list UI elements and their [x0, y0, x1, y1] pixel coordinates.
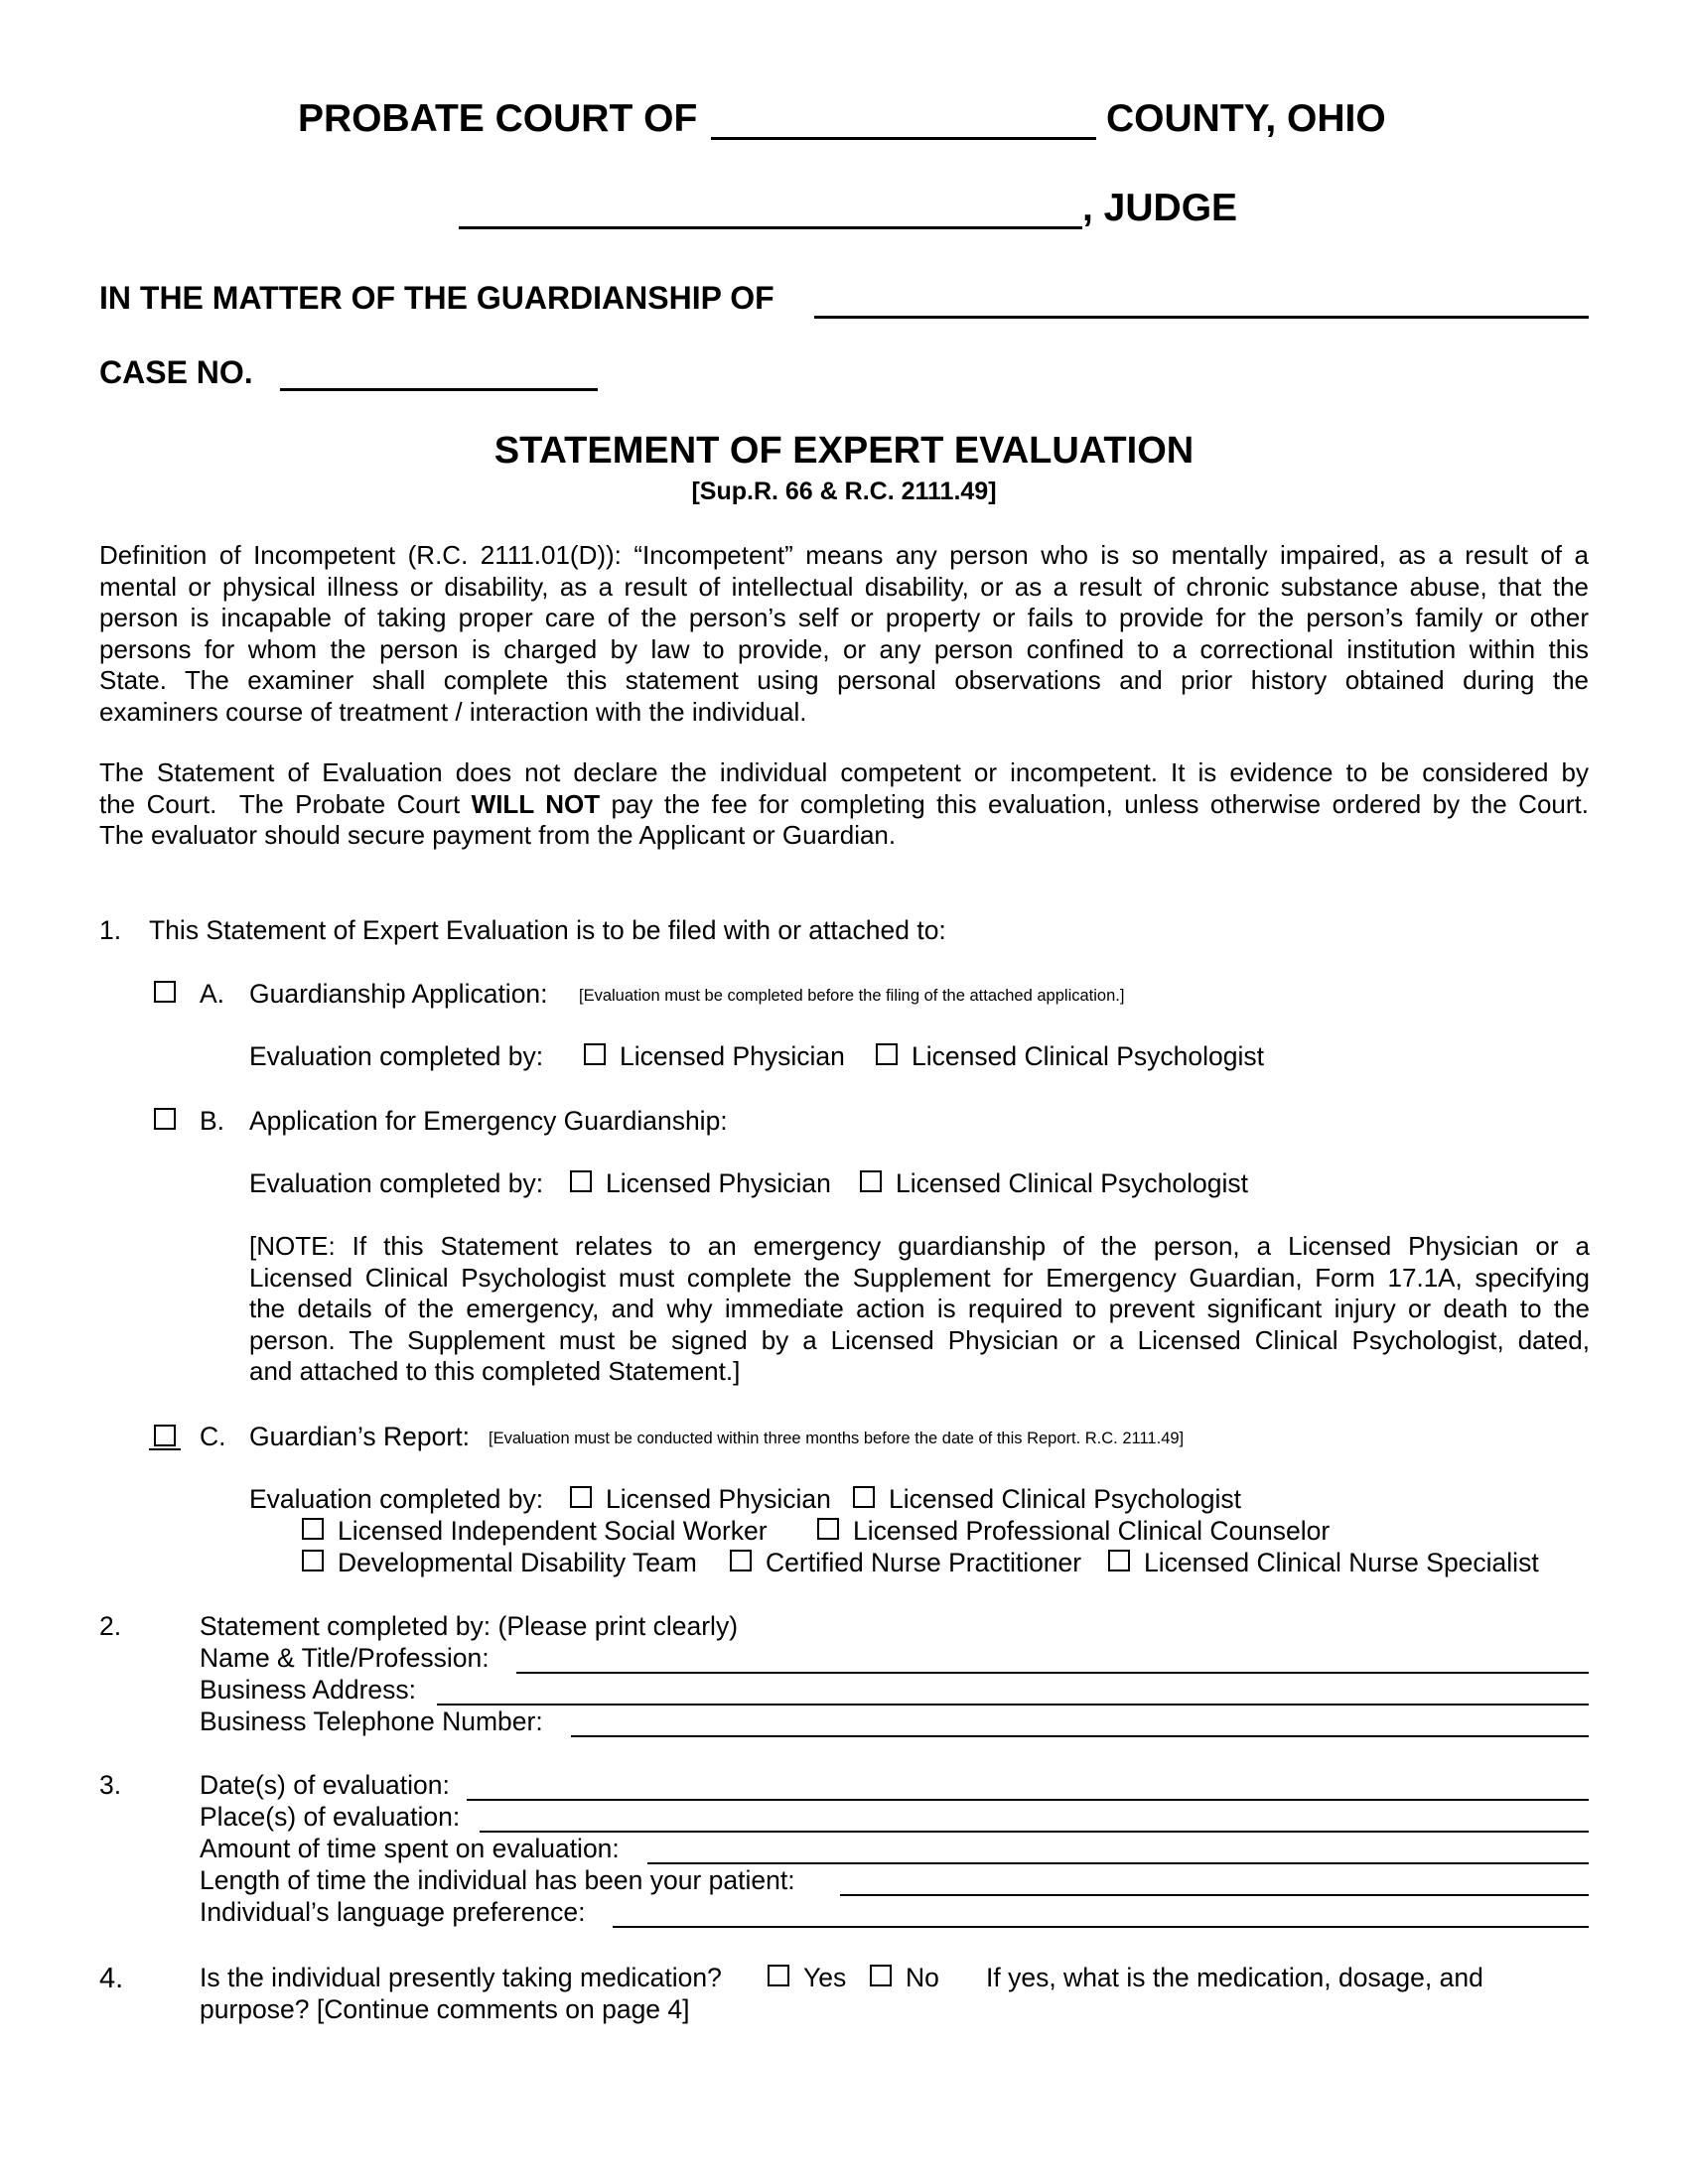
social-worker-checkbox[interactable]	[302, 1518, 324, 1540]
judge-label: , JUDGE	[1082, 187, 1238, 229]
language-preference-field[interactable]	[613, 1926, 1589, 1928]
medication-no-checkbox[interactable]	[870, 1965, 892, 1986]
section-3-number: 3.	[99, 1770, 122, 1800]
emergency-note	[249, 1231, 1590, 1388]
medication-question: Is the individual presently taking medication?	[200, 1963, 722, 1992]
notice-line: The Statement of Evaluation does not declare the individual competent or incompetent. It is evidence to be considered by	[99, 757, 1589, 787]
a-physician-checkbox[interactable]	[584, 1043, 606, 1065]
evaluation-dates-label: Date(s) of evaluation:	[200, 1770, 450, 1800]
social-worker-label: Licensed Independent Social Worker	[338, 1516, 768, 1546]
b-psychologist-label: Licensed Clinical Psychologist	[896, 1168, 1248, 1198]
c-physician-checkbox[interactable]	[570, 1486, 592, 1508]
name-title-field[interactable]	[516, 1672, 1589, 1674]
notice-line: The evaluator should secure payment from the Applicant or Guardian.	[99, 820, 897, 850]
section-2-number: 2.	[99, 1611, 122, 1641]
option-a-letter: A.	[200, 979, 225, 1009]
guardianship-name-field[interactable]	[814, 316, 1589, 319]
c-psychologist-label: Licensed Clinical Psychologist	[889, 1484, 1241, 1514]
evaluation-places-label: Place(s) of evaluation:	[200, 1802, 461, 1832]
nurse-specialist-checkbox[interactable]	[1108, 1550, 1130, 1571]
nurse-practitioner-label: Certified Nurse Practitioner	[766, 1548, 1082, 1577]
note-line: [NOTE: If this Statement relates to an emergency guardianship of the person, a Licensed Physician or a	[249, 1231, 1590, 1261]
evaluation-notice	[99, 757, 1589, 852]
judge-name-field[interactable]	[459, 226, 1082, 229]
note-line: the details of the emergency, and why immediate action is required to prevent significant injury or death to the	[249, 1294, 1590, 1323]
case-no-label: CASE NO.	[99, 354, 253, 390]
section-1-number: 1.	[99, 915, 122, 945]
court-label: PROBATE COURT OF	[298, 97, 698, 140]
medication-followup: If yes, what is the medication, dosage, and	[986, 1963, 1483, 1992]
definition-line: person is incapable of taking proper care of the person’s self or property or fails to provide for the person’s family or other	[99, 603, 1589, 632]
c-completed-by-label: Evaluation completed by:	[249, 1484, 544, 1514]
option-b-checkbox[interactable]	[154, 1108, 176, 1130]
dd-team-label: Developmental Disability Team	[338, 1548, 697, 1577]
evaluation-dates-field[interactable]	[467, 1799, 1589, 1801]
option-c-letter: C.	[200, 1422, 226, 1451]
option-c-checkbox[interactable]	[154, 1425, 176, 1446]
language-preference-label: Individual’s language preference:	[200, 1897, 586, 1927]
option-c-label: Guardian’s Report:	[249, 1422, 470, 1451]
definition-line: Definition of Incompetent (R.C. 2111.01(D)): “Incompetent” means any person who is so mentally impaired, as a result of a	[99, 540, 1589, 570]
evaluation-places-field[interactable]	[480, 1831, 1589, 1833]
definition-line: persons for whom the person is charged by law to provide, or any person confined to a correctional institution within this	[99, 633, 1589, 664]
section-4-number: 4.	[99, 1963, 124, 1994]
option-a-label: Guardianship Application:	[249, 979, 548, 1009]
patient-length-field[interactable]	[840, 1894, 1589, 1896]
medication-no-label: No	[906, 1963, 939, 1992]
a-psychologist-label: Licensed Clinical Psychologist	[912, 1041, 1264, 1071]
a-physician-label: Licensed Physician	[620, 1041, 845, 1071]
nurse-practitioner-checkbox[interactable]	[730, 1550, 752, 1571]
medication-yes-checkbox[interactable]	[768, 1965, 789, 1986]
patient-length-label: Length of time the individual has been your patient:	[200, 1865, 795, 1895]
definition-paragraph	[99, 540, 1589, 728]
b-physician-checkbox[interactable]	[570, 1170, 592, 1192]
medication-followup-line2: purpose? [Continue comments on page 4]	[200, 1994, 690, 2024]
evaluation-time-label: Amount of time spent on evaluation:	[200, 1834, 620, 1863]
a-psychologist-checkbox[interactable]	[876, 1043, 898, 1065]
definition-line: mental or physical illness or disability, as a result of intellectual disability, or as a result of chronic substance abuse, that the	[99, 571, 1589, 602]
name-title-label: Name & Title/Profession:	[200, 1643, 490, 1673]
evaluation-time-field[interactable]	[647, 1862, 1589, 1864]
note-line: Licensed Clinical Psychologist must complete the Supplement for Emergency Guardian, Form 17.1A, specifying	[249, 1262, 1590, 1293]
county-field[interactable]	[711, 137, 1096, 140]
page-subtitle: [Sup.R. 66 & R.C. 2111.49]	[691, 478, 997, 505]
section-1-text: This Statement of Expert Evaluation is to be filed with or attached to:	[149, 915, 946, 945]
will-not-emphasis: WILL NOT	[471, 788, 601, 819]
section-2-heading: Statement completed by: (Please print clearly)	[200, 1611, 739, 1641]
counselor-checkbox[interactable]	[817, 1518, 839, 1540]
b-completed-by-label: Evaluation completed by:	[249, 1168, 544, 1198]
medication-yes-label: Yes	[803, 1963, 847, 1992]
guardianship-of-label: IN THE MATTER OF THE GUARDIANSHIP OF	[99, 280, 774, 316]
county-ohio-label: COUNTY, OHIO	[1106, 97, 1386, 140]
note-line: and attached to this completed Statement.]	[249, 1356, 741, 1386]
b-physician-label: Licensed Physician	[606, 1168, 831, 1198]
notice-line: the Court. The Probate Court WILL NOT pay the fee for completing this evaluation, unless otherwise ordered by the Court.	[99, 788, 1589, 819]
option-b-label: Application for Emergency Guardianship:	[249, 1106, 728, 1136]
c-physician-label: Licensed Physician	[606, 1484, 831, 1514]
business-address-field[interactable]	[437, 1704, 1589, 1706]
a-completed-by-label: Evaluation completed by:	[249, 1041, 544, 1071]
option-a-checkbox[interactable]	[154, 981, 176, 1003]
nurse-specialist-label: Licensed Clinical Nurse Specialist	[1144, 1548, 1539, 1577]
c-psychologist-checkbox[interactable]	[853, 1486, 875, 1508]
dd-team-checkbox[interactable]	[302, 1550, 324, 1571]
counselor-label: Licensed Professional Clinical Counselor	[853, 1516, 1331, 1546]
definition-line: State. The examiner shall complete this statement using personal observations and prior history obtained during the	[99, 665, 1589, 695]
business-address-label: Business Address:	[200, 1675, 417, 1705]
business-phone-field[interactable]	[571, 1735, 1589, 1737]
case-number-field[interactable]	[280, 388, 598, 391]
note-line: person. The Supplement must be signed by a Licensed Physician or a Licensed Clinical Psychologist, dated,	[249, 1324, 1590, 1355]
option-c-underline	[149, 1448, 181, 1450]
option-a-note: [Evaluation must be completed before the filing of the attached application.]	[579, 987, 1125, 1005]
b-psychologist-checkbox[interactable]	[860, 1170, 882, 1192]
business-phone-label: Business Telephone Number:	[200, 1706, 543, 1736]
option-c-note: [Evaluation must be conducted within three months before the date of this Report. R.C. 2111.49]	[489, 1430, 1185, 1447]
definition-line: examiners course of treatment / interaction with the individual.	[99, 696, 807, 727]
page-title: STATEMENT OF EXPERT EVALUATION	[493, 430, 1195, 472]
option-b-letter: B.	[200, 1106, 225, 1136]
